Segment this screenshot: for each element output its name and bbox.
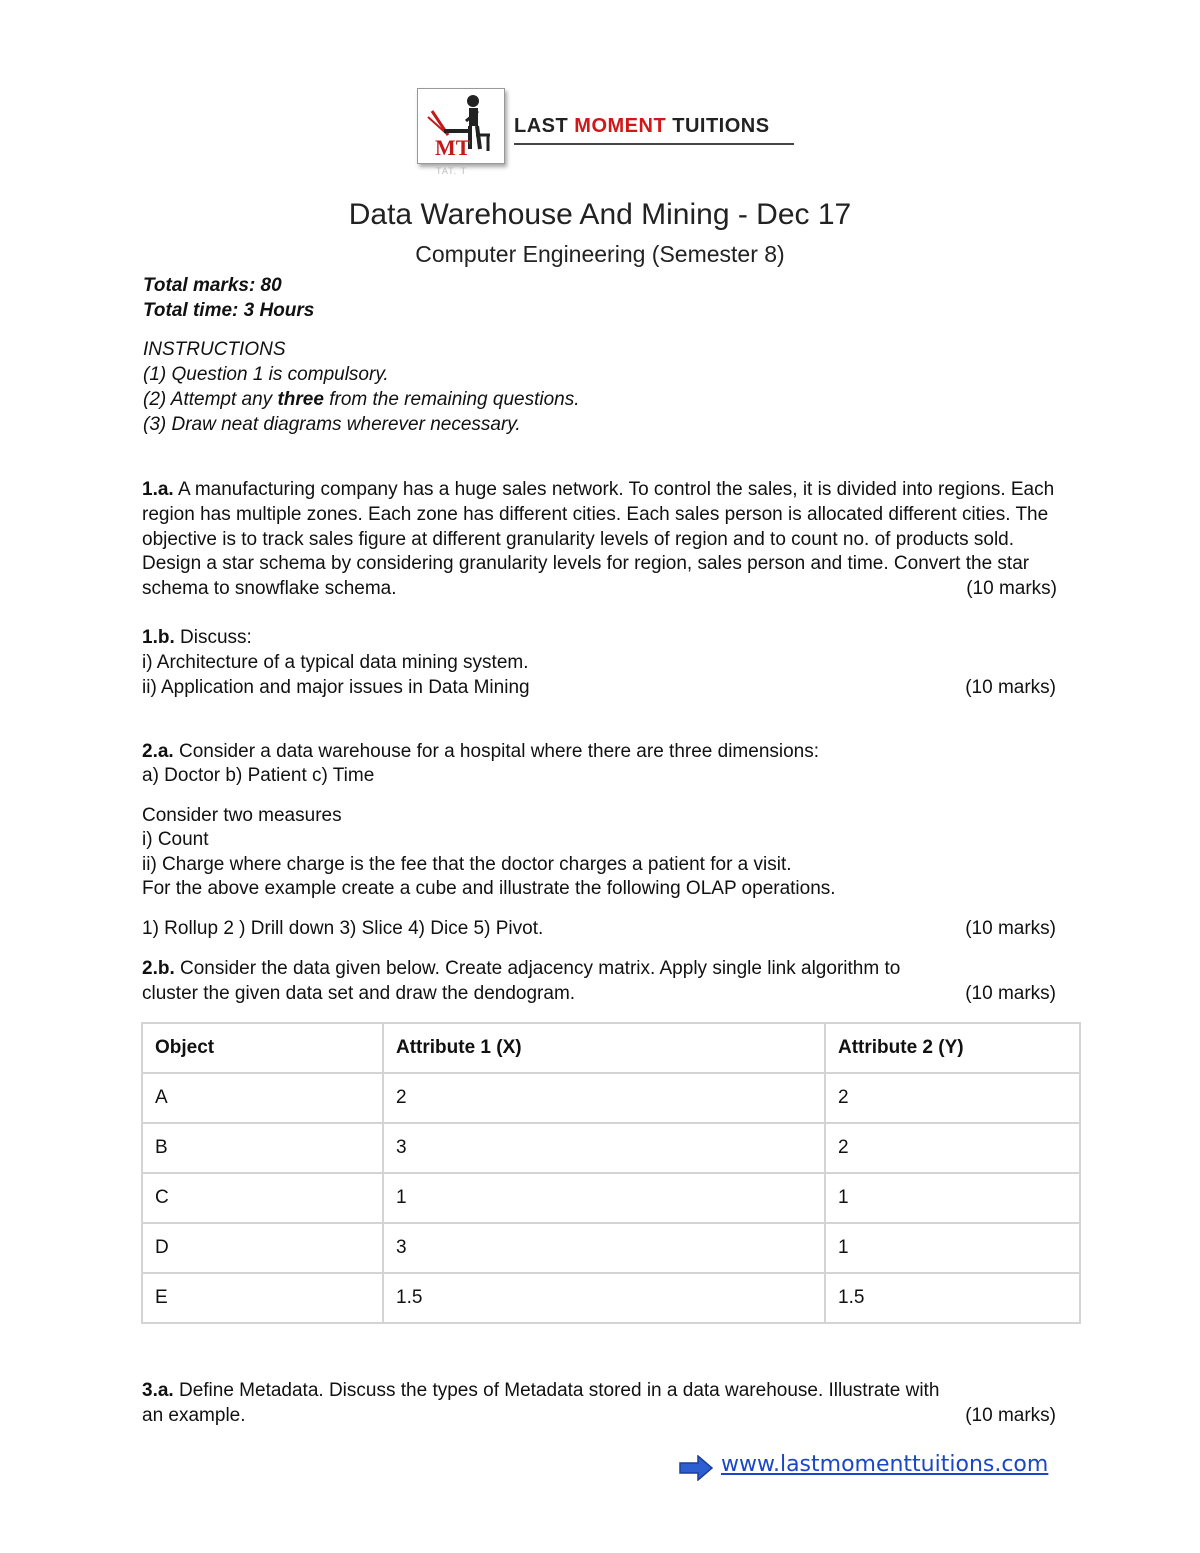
instruction-2: (2) Attempt any three from the remaining questions.	[143, 389, 580, 410]
question-2a-marks: (10 marks)	[965, 918, 1056, 939]
question-3a-line-2: an example. (10 marks)	[142, 1405, 1056, 1426]
instruction-1: (1) Question 1 is compulsory.	[143, 364, 389, 385]
question-2b-marks: (10 marks)	[965, 983, 1056, 1004]
logo-emblem-icon	[418, 89, 504, 163]
question-1b-marks: (10 marks)	[965, 677, 1056, 698]
table-cell: E	[142, 1273, 383, 1323]
question-1b-item-1: i) Architecture of a typical data mining system.	[142, 652, 529, 673]
table-cell: 1.5	[825, 1273, 1080, 1323]
table-header-row	[142, 1023, 1080, 1073]
question-1b: 1.b. Discuss:	[142, 627, 252, 648]
table-cell: 2	[825, 1123, 1080, 1173]
question-3a-marks: (10 marks)	[965, 1405, 1056, 1426]
table-cell: 1	[825, 1173, 1080, 1223]
table-cell: B	[142, 1123, 383, 1173]
total-marks: Total marks: 80	[143, 275, 282, 296]
page-title: Data Warehouse And Mining - Dec 17	[348, 198, 852, 231]
instruction-3: (3) Draw neat diagrams wherever necessary.	[143, 414, 521, 435]
question-2b-line-2: cluster the given data set and draw the dendogram. (10 marks)	[142, 983, 1056, 1004]
instructions-heading: INSTRUCTIONS	[143, 339, 286, 360]
table-header-cell: Attribute 1 (X)	[383, 1023, 825, 1073]
table-cell: 3	[383, 1223, 825, 1273]
brand-name: LAST MOMENT TUITIONS	[514, 115, 770, 137]
question-3a: 3.a. Define Metadata. Discuss the types of Metadata stored in a data warehouse. Illustrate with	[142, 1380, 940, 1401]
table-row	[142, 1123, 1080, 1173]
table-header-cell: Object	[142, 1023, 383, 1073]
table-cell: 1	[825, 1223, 1080, 1273]
logo-subtext: TAT. T	[436, 166, 468, 176]
question-2a-dimensions: a) Doctor b) Patient c) Time	[142, 765, 375, 786]
question-2a-measure-2: ii) Charge where charge is the fee that the doctor charges a patient for a visit.	[142, 854, 792, 875]
table-row	[142, 1273, 1080, 1323]
question-1b-item-2: ii) Application and major issues in Data Mining (10 marks)	[142, 677, 1056, 698]
question-2a-measure-1: i) Count	[142, 829, 209, 850]
arrow-right-icon	[679, 1455, 713, 1486]
table-row	[142, 1223, 1080, 1273]
table-row	[142, 1173, 1080, 1223]
question-2a-cube: For the above example create a cube and illustrate the following OLAP operations.	[142, 878, 836, 899]
table-cell: C	[142, 1173, 383, 1223]
total-time: Total time: 3 Hours	[143, 300, 315, 321]
table-cell: 1	[383, 1173, 825, 1223]
table-cell: D	[142, 1223, 383, 1273]
table-cell: 2	[825, 1073, 1080, 1123]
page-subtitle: Computer Engineering (Semester 8)	[415, 241, 785, 267]
question-2a: 2.a. Consider a data warehouse for a hospital where there are three dimensions:	[142, 741, 820, 762]
question-1a: 1.a. A manufacturing company has a huge sales network. To control the sales, it is divided into regions. Each region has multiple zones. Each zone has different cities. Each sales person is allocated different cities. The objective is to track sales figure at different granularity levels of region and to count no. of products sold. Design a star schema by considering granularity levels for region, sales person and time. Convert the star schema to snowflake schema. (10 marks)	[142, 478, 1057, 602]
data-table	[141, 1022, 1081, 1324]
table-row	[142, 1073, 1080, 1123]
svg-text:MT: MT	[435, 135, 471, 160]
table-cell: A	[142, 1073, 383, 1123]
brand-underline	[514, 143, 794, 145]
question-2a-operations: 1) Rollup 2 ) Drill down 3) Slice 4) Dice 5) Pivot. (10 marks)	[142, 918, 1056, 939]
table-cell: 3	[383, 1123, 825, 1173]
question-2a-measures-intro: Consider two measures	[142, 805, 342, 826]
table-cell: 2	[383, 1073, 825, 1123]
website-link[interactable]: www.lastmomenttuitions.com	[721, 1452, 1049, 1477]
question-1a-marks: (10 marks)	[966, 578, 1057, 600]
table-header-cell: Attribute 2 (Y)	[825, 1023, 1080, 1073]
logo	[417, 88, 505, 164]
question-2b: 2.b. Consider the data given below. Create adjacency matrix. Apply single link algorithm to	[142, 958, 901, 979]
table-cell: 1.5	[383, 1273, 825, 1323]
